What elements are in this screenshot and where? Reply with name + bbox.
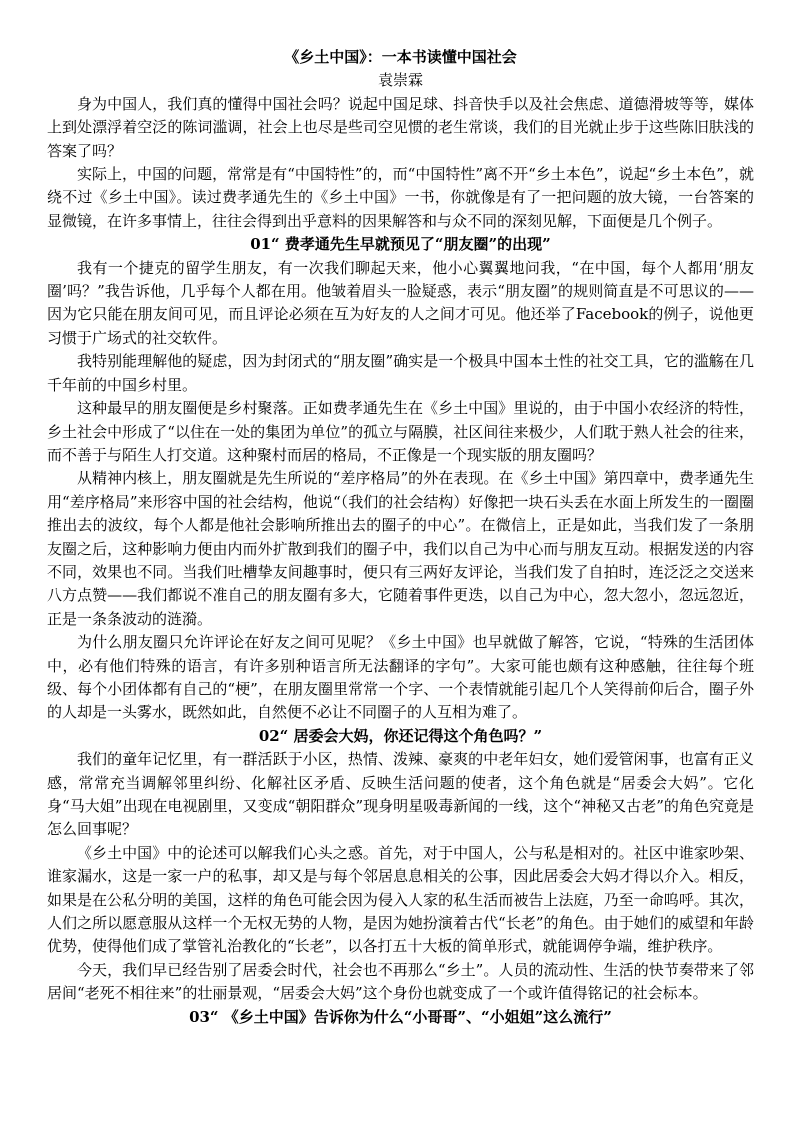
section2-paragraph-1: 我们的童年记忆里，有一群活跃于小区，热情、泼辣、豪爽的中老年妇女，她们爱管闲事，也富有正义感，常常充当调解邻里纠纷、化解社区矛盾、反映生活问题的使者，这个角色就是“居委会大妈”。它化身“马大姐”出现在电视剧里，又变成“朝阳群众”现身明星吸毒新闻的一线，这个“神秘又古老”的角色究竟是怎么回事呢？ [47,750,754,839]
section-heading-01: 01“ 费孝通先生早就预见了“朋友圈”的出现” [250,235,551,254]
section-heading-03: 03“ 《乡土中国》告诉你为什么“小哥哥”、“小姐姐”这么流行” [189,1007,612,1026]
document-title: 《乡土中国》：一本书读懂中国社会 [284,48,517,66]
section1-paragraph-5: 为什么朋友圈只允许评论在好友之间可见呢？《乡土中国》也早就做了解答，它说，“特殊的生活团体中，必有他们特殊的语言，有许多别种语言所无法翻译的字句”。大家可能也颇有这种感触，往往每个班级、每个小团体都有自己的“梗”，在朋友圈里常常一个字、一个表情就能引起几个人笑得前仰后合，圈子外的人却是一头雾水，既然如此，自然便不必让不同圈子的人互相为难了。 [47,633,754,722]
section2-paragraph-3: 今天，我们早已经告别了居委会时代，社会也不再那么“乡土”。人员的流动性、生活的快节奏带来了邻居间“老死不相往来”的壮丽景观，“居委会大妈”这个身份也就变成了一个或许值得铭记的社会标本。 [47,960,754,1003]
section1-paragraph-3: 这种最早的朋友圈便是乡村聚落。正如费孝通先生在《乡土中国》里说的，由于中国小农经济的特性，乡土社会中形成了“以住在一处的集团为单位”的孤立与隔膜，社区间往来极少，人们耽于熟人社会的往来，而不善于与陌生人打交道。这种聚村而居的格局，不正像是一个现实版的朋友圈吗？ [47,399,754,464]
intro-paragraph-2: 实际上，中国的问题，常常是有“中国特性”的，而“中国特性”离不开“乡土本色”，说起“乡土本色”，就绕不过《乡土中国》。读过费孝通先生的《乡土中国》一书，你就像是有了一把问题的放大镜，一台答案的显微镜，在许多事情上，往往会得到出乎意料的因果解答和与众不同的深刻见解，下面便是几个例子。 [47,165,754,230]
section-heading-02: 02“ 居委会大妈，你还记得这个角色吗？” [258,726,543,745]
section1-paragraph-2: 我特别能理解他的疑虑，因为封闭式的“朋友圈”确实是一个极具中国本土性的社交工具，它的滥觞在几千年前的中国乡村里。 [47,352,754,394]
intro-paragraph-1: 身为中国人，我们真的懂得中国社会吗？说起中国足球、抖音快手以及社会焦虑、道德滑坡等等，媒体上到处漂浮着空泛的陈词滥调，社会上也尽是些司空见惯的老生常谈，我们的目光就止步于这些陈旧肤浅的答案了吗？ [47,94,754,160]
section1-paragraph-4: 从精神内核上，朋友圈就是先生所说的“差序格局”的外在表现。在《乡土中国》第四章中，费孝通先生用“差序格局”来形容中国的社会结构，他说“（我们的社会结构）好像把一块石头丢在水面上所发生的一圈圈推出去的波纹，每个人都是他社会影响所推出去的圈子的中心”。在微信上，正是如此，当我们发了一条朋友圈之后，这种影响力便由内而外扩散到我们的圈子中，我们以自己为中心而与朋友互动。根据发送的内容不同，效果也不同。当我们吐槽挚友间趣事时，便只有三两好友评论，当我们发了自拍时，连泛泛之交送来八方点赞——我们都说不准自己的朋友圈有多大，它随着事件更迭，以自己为中心，忽大忽小，忽远忽近，正是一条条波动的涟漪。 [47,469,754,628]
section1-paragraph-1: 我有一个捷克的留学生朋友，有一次我们聊起天来，他小心翼翼地问我，“在中国，每个人都用‘朋友圈’吗？”我告诉他，几乎每个人都在用。他皱着眉头一脸疑惑，表示“朋友圈”的规则简直是不可思议的——因为它只能在朋友间可见，而且评论必须在互为好友的人之间才可见。他还举了Facebook的例子，说他更习惯于广场式的社交软件。 [47,258,754,347]
author-name: 袁崇霖 [377,71,423,90]
section2-paragraph-2: 《乡土中国》中的论述可以解我们心头之惑。首先，对于中国人，公与私是相对的。社区中谁家吵架、谁家漏水，这是一家一户的私事，却又是与每个邻居息息相关的公事，因此居委会大妈才得以介入。相反，如果是在公私分明的美国，这样的角色可能会因为侵入人家的私生活而被告上法庭，乃至一命呜呼。其次，人们之所以愿意服从这样一个无权无势的人物，是因为她扮演着古代“长老”的角色。由于她们的威望和年龄优势，使得他们成了掌管礼治教化的“长老”，以各打五十大板的简单形式，就能调停争端，维护秩序。 [47,843,754,956]
